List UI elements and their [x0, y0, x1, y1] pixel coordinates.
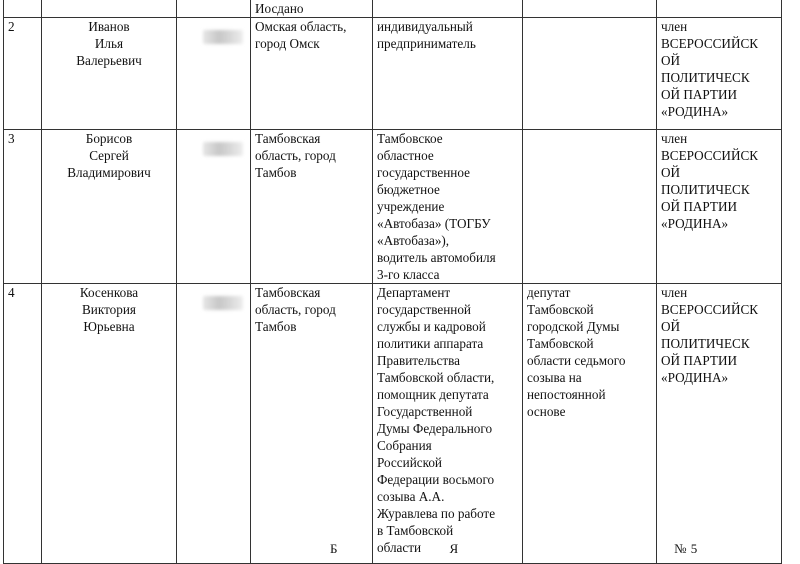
- party-affiliation-line: ПОЛИТИЧЕСК: [661, 182, 750, 197]
- candidate-name-cell: [42, 284, 177, 564]
- row-number: 2: [8, 19, 15, 34]
- workplace-line: «Автобаза» (ТОГБУ: [377, 216, 491, 231]
- redacted-birthdate-cell: [177, 130, 251, 284]
- workplace-line: Собрания: [377, 438, 432, 453]
- region-cell: [251, 284, 373, 564]
- region-line: Тамбовская: [255, 285, 321, 300]
- deputy-status-line: городской Думы: [527, 319, 620, 334]
- deputy-status-line: области седьмого: [527, 353, 626, 368]
- workplace-line: 3-го класса: [377, 267, 440, 282]
- deputy-status-cell: [523, 130, 657, 284]
- deputy-status-line: Тамбовской: [527, 302, 594, 317]
- page-footer-text: [330, 541, 698, 557]
- footer-left: Б: [330, 541, 338, 556]
- redacted-blur: [203, 142, 243, 156]
- party-affiliation-cell: [657, 130, 782, 284]
- table-row: [4, 18, 782, 130]
- candidate-name-line: Сергей: [89, 148, 129, 163]
- region-line: область, город: [255, 148, 336, 163]
- region-line: область, город: [255, 302, 336, 317]
- region-line: Тамбовская: [255, 131, 321, 146]
- workplace-line: областное: [377, 148, 434, 163]
- deputy-status-line: Тамбовской: [527, 336, 594, 351]
- workplace-line: Правительства: [377, 353, 460, 368]
- partial-place-cell: [251, 0, 373, 18]
- party-affiliation-line: член: [661, 19, 688, 34]
- deputy-status-line: непостоянной: [527, 387, 606, 402]
- workplace-line: государственное: [377, 165, 470, 180]
- workplace-line: бюджетное: [377, 182, 440, 197]
- party-affiliation-line: член: [661, 285, 688, 300]
- redacted-birthdate-cell: [177, 284, 251, 564]
- row-number: 3: [8, 131, 15, 146]
- region-line: Тамбов: [255, 165, 297, 180]
- table-row-partial: [4, 0, 782, 18]
- region-line: Омская область,: [255, 19, 347, 34]
- party-affiliation-line: ВСЕРОССИЙСК: [661, 148, 759, 163]
- party-affiliation-line: ОЙ: [661, 319, 681, 334]
- party-affiliation-line: ВСЕРОССИЙСК: [661, 36, 759, 51]
- workplace-line: созыва А.А.: [377, 489, 445, 504]
- row-number: 4: [8, 285, 15, 300]
- candidate-name-line: Косенкова: [79, 285, 139, 300]
- workplace-line: Департамент: [377, 285, 451, 300]
- partial-place: Иосдано: [255, 1, 304, 16]
- workplace-line: государственной: [377, 302, 471, 317]
- workplace-line: Федерации восьмого: [377, 472, 495, 487]
- party-affiliation-line: ПОЛИТИЧЕСК: [661, 336, 750, 351]
- party-affiliation-line: «РОДИНА»: [661, 370, 729, 385]
- candidate-name-line: Борисов: [85, 131, 133, 146]
- candidate-name-line: Валерьевич: [76, 53, 142, 68]
- party-affiliation-cell: [657, 18, 782, 130]
- workplace-cell: [373, 130, 523, 284]
- workplace-line: в Тамбовской: [377, 523, 454, 538]
- workplace-line: Журавлева по работе: [377, 506, 496, 521]
- deputy-status-cell: [523, 284, 657, 564]
- footer-mid: Я: [449, 541, 459, 556]
- deputy-status-line: депутат: [527, 285, 571, 300]
- workplace-line: «Автобаза»),: [377, 233, 450, 248]
- candidate-name-cell: [42, 130, 177, 284]
- party-affiliation-line: ПОЛИТИЧЕСК: [661, 70, 750, 85]
- candidate-name-cell: [42, 18, 177, 130]
- workplace-line: области: [377, 540, 422, 555]
- footer-right: № 5: [674, 541, 698, 556]
- workplace-line: Думы Федерального: [377, 421, 493, 436]
- candidate-name-line: Иванов: [88, 19, 130, 34]
- region-line: город Омск: [255, 36, 320, 51]
- party-affiliation-line: «РОДИНА»: [661, 216, 729, 231]
- workplace-line: помощник депутата: [377, 387, 489, 402]
- party-affiliation-line: ОЙ ПАРТИИ: [661, 353, 737, 368]
- deputy-status-cell: [523, 18, 657, 130]
- workplace-line: Тамбовской области,: [377, 370, 495, 385]
- workplace-line: индивидуальный: [377, 19, 473, 34]
- workplace-cell: [373, 18, 523, 130]
- workplace-cell: [373, 284, 523, 564]
- party-affiliation-line: «РОДИНА»: [661, 104, 729, 119]
- candidate-name-line: Юрьевна: [83, 319, 135, 334]
- region-cell: [251, 18, 373, 130]
- row-number-cell: [4, 130, 42, 284]
- party-affiliation-line: член: [661, 131, 688, 146]
- party-affiliation-line: ОЙ ПАРТИИ: [661, 87, 737, 102]
- party-affiliation-cell: [657, 284, 782, 564]
- workplace-line: службы и кадровой: [377, 319, 486, 334]
- candidate-name-line: Илья: [94, 36, 124, 51]
- workplace-line: водитель автомобиля: [377, 250, 496, 265]
- workplace-line: Российской: [377, 455, 442, 470]
- deputy-status-line: созыва на: [527, 370, 582, 385]
- row-number-cell: [4, 18, 42, 130]
- table-row: [4, 130, 782, 284]
- redacted-blur: [203, 296, 243, 310]
- redacted-blur: [203, 30, 243, 44]
- redacted-birthdate-cell: [177, 18, 251, 130]
- workplace-line: Тамбовское: [377, 131, 443, 146]
- party-affiliation-line: ВСЕРОССИЙСК: [661, 302, 759, 317]
- party-affiliation-line: ОЙ: [661, 165, 681, 180]
- deputy-status-line: основе: [527, 404, 566, 419]
- table-row: [4, 284, 782, 564]
- workplace-line: политики аппарата: [377, 336, 484, 351]
- candidate-name-line: Виктория: [82, 302, 136, 317]
- party-affiliation-line: ОЙ: [661, 53, 681, 68]
- region-line: Тамбов: [255, 319, 297, 334]
- row-number-cell: [4, 284, 42, 564]
- workplace-line: учреждение: [377, 199, 445, 214]
- candidate-name-line: Владимирович: [67, 165, 151, 180]
- region-cell: [251, 130, 373, 284]
- candidates-table: [3, 0, 782, 564]
- workplace-line: предприниматель: [377, 36, 476, 51]
- workplace-line: Государственной: [377, 404, 473, 419]
- party-affiliation-line: ОЙ ПАРТИИ: [661, 199, 737, 214]
